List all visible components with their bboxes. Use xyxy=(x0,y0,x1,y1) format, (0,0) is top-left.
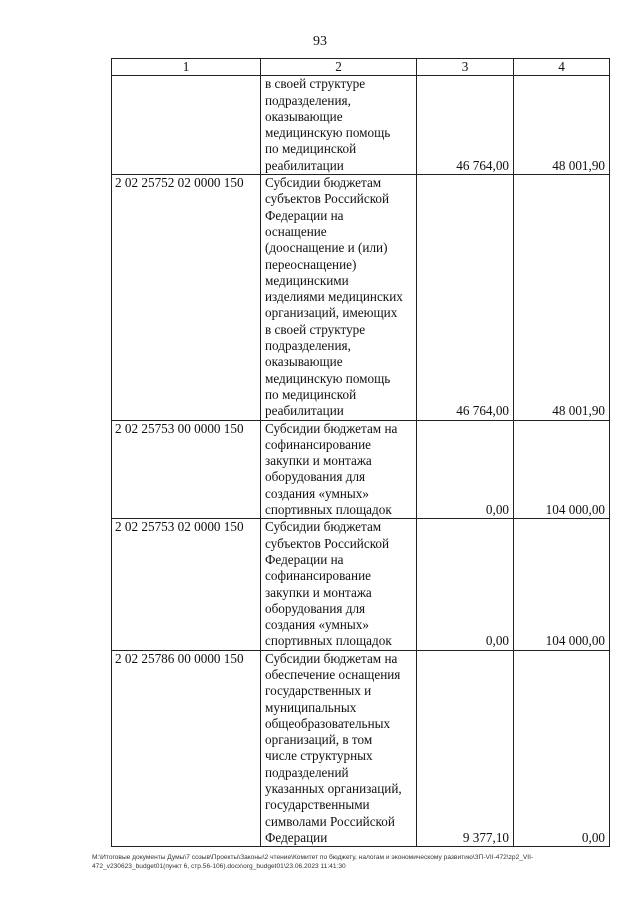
amount-col4: 104 000,00 xyxy=(514,519,610,650)
column-header: 2 xyxy=(261,59,417,76)
table-row xyxy=(112,519,610,650)
budget-code: 2 02 25786 00 0000 150 xyxy=(112,650,261,847)
amount-col4: 48 001,90 xyxy=(514,76,610,175)
amount-col3: 0,00 xyxy=(417,420,514,519)
table-header-row xyxy=(112,59,610,76)
amount-col4: 48 001,90 xyxy=(514,175,610,420)
budget-code: 2 02 25752 02 0000 150 xyxy=(112,175,261,420)
amount-col3: 46 764,00 xyxy=(417,175,514,420)
budget-item-name: Субсидии бюджетам субъектов Российской Федерации на софинансирование закупки и монтажа оборудования для создания «умных» спортивных площадок xyxy=(261,519,417,650)
table-row xyxy=(112,650,610,847)
amount-col3: 46 764,00 xyxy=(417,76,514,175)
column-header: 1 xyxy=(112,59,261,76)
file-path-footer xyxy=(92,853,614,871)
budget-item-name: Субсидии бюджетам на софинансирование закупки и монтажа оборудования для создания «умных» спортивных площадок xyxy=(261,420,417,519)
budget-table xyxy=(111,58,610,847)
table-row xyxy=(112,76,610,175)
footer-line: 472_v230623_budget01(пункт 6, стр.56-106).docx\org_budget01\23.06.2023 11:41:30 xyxy=(92,863,346,870)
amount-col3: 9 377,10 xyxy=(417,650,514,847)
amount-col4: 0,00 xyxy=(514,650,610,847)
budget-item-name: Субсидии бюджетам на обеспечение оснащения государственных и муниципальных общеобразовательных организаций, в том числе структурных подразделений указанных организаций, государственными символами Российской Федерации xyxy=(261,650,417,847)
amount-col4: 104 000,00 xyxy=(514,420,610,519)
table-row xyxy=(112,175,610,420)
column-header: 4 xyxy=(514,59,610,76)
column-header: 3 xyxy=(417,59,514,76)
footer-line: M:\Итоговые документы Думы\7 созыв\Проекты\Законы\2 чтение\Комитет по бюджету, налогам и экономическому развитию\ЗП-VII-472\zp2_VII- xyxy=(92,854,534,861)
budget-code xyxy=(112,76,261,175)
budget-item-name: в своей структуре подразделения, оказывающие медицинскую помощь по медицинской реабилитации xyxy=(261,76,417,175)
amount-col3: 0,00 xyxy=(417,519,514,650)
budget-code: 2 02 25753 02 0000 150 xyxy=(112,519,261,650)
budget-item-name: Субсидии бюджетам субъектов Российской Федерации на оснащение (дооснащение и (или) переоснащение) медицинскими изделиями медицинских организаций, имеющих в своей структуре подразделения, оказывающие медицинскую помощь по медицинской реабилитации xyxy=(261,175,417,420)
page-number: 93 xyxy=(313,34,327,49)
table-row xyxy=(112,420,610,519)
budget-code: 2 02 25753 00 0000 150 xyxy=(112,420,261,519)
